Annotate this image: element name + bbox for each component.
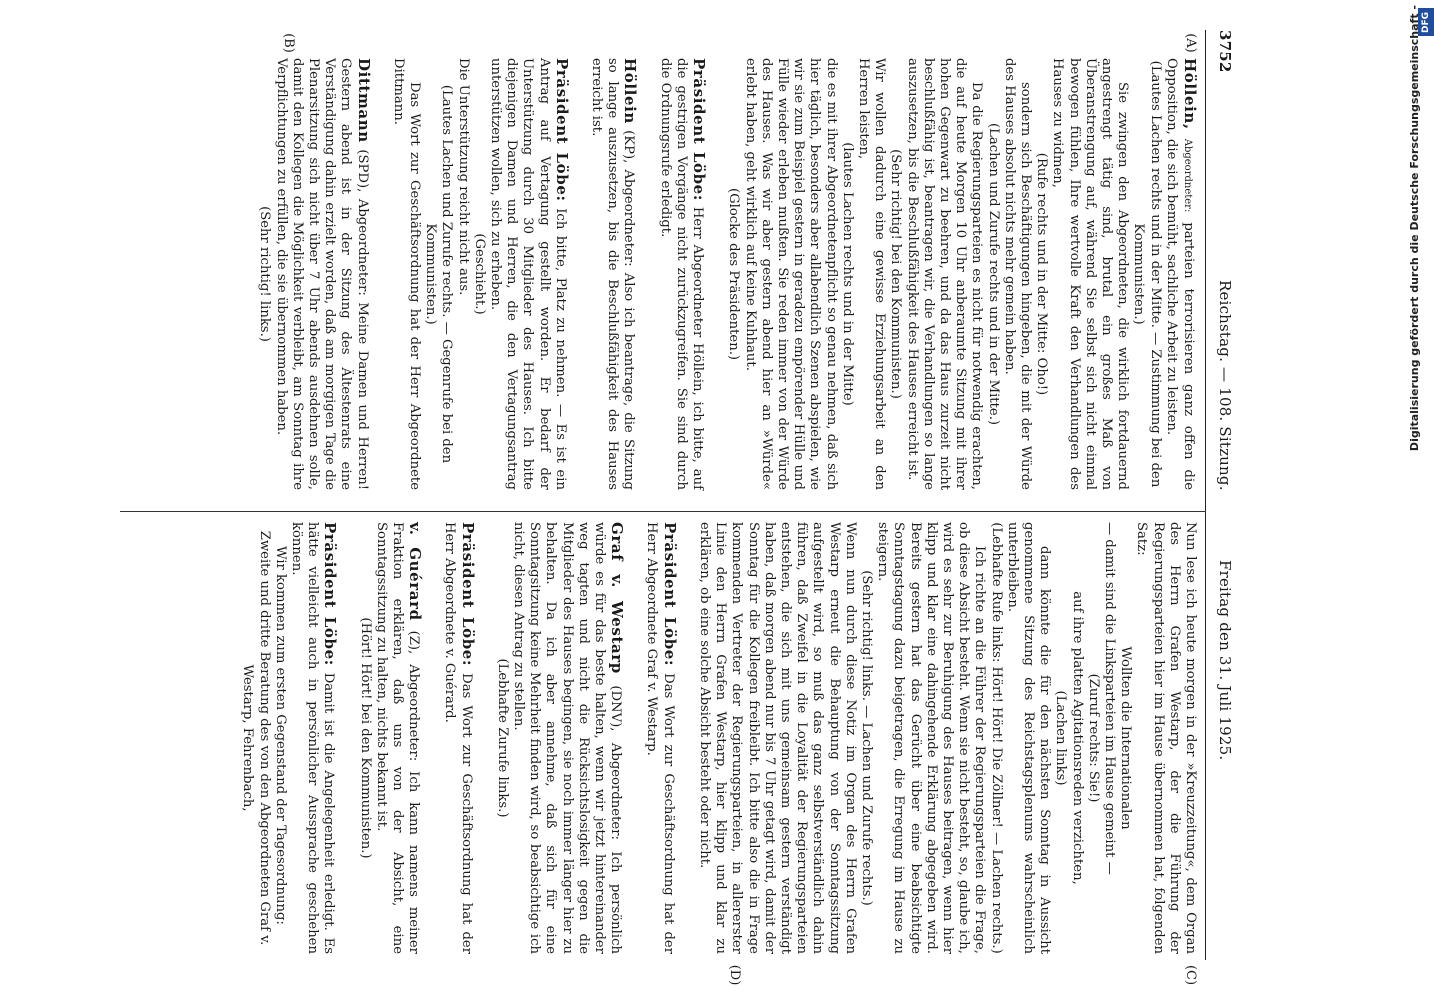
digitization-note: Digitalisierung gefördert durch die Deutsche Forschungsgemeinschaft - bbox=[1408, 5, 1421, 452]
text-paragraph bbox=[390, 58, 422, 490]
speaker-name: Höllein, bbox=[1181, 58, 1199, 130]
interjection bbox=[839, 58, 855, 490]
speaker-name: Dittmann bbox=[354, 58, 373, 143]
rotated-page bbox=[110, 0, 1330, 1000]
interjection bbox=[887, 58, 903, 490]
text-paragraph bbox=[1001, 58, 1033, 490]
dfg-logo: DFG bbox=[1418, 8, 1434, 36]
margin-marker-d: (D) bbox=[727, 964, 742, 986]
speech-paragraph bbox=[441, 522, 475, 954]
interjection bbox=[1033, 58, 1049, 490]
paragraph-text: dann könnte die für den nächsten Sonntag in Aussicht genommene Sitzung des Reichstagsplenums wahrscheinlich unterbleiben. bbox=[1004, 522, 1053, 954]
paragraph-text: (Glocke des Präsidenten.) bbox=[726, 187, 742, 361]
paragraph-text: (DNV), Abgeordneter: Ich persönlich würde es für das beste halten, wenn wir jetzt hintereinander weg tagten und nicht die Rücksichtslosigkeit gegen die Mitglieder des Hauses begingen, sie noch immer länger hier zu behalten. Da ich aber annehme, daß sich für eine Sonntagsitzung keine Mehrheit finden wird, so beabsichtige ich nicht, diesen Antrag zu stellen. bbox=[511, 522, 624, 954]
paragraph-text: Wollten die Internationalen bbox=[1118, 646, 1134, 830]
interjection bbox=[1085, 522, 1101, 954]
text-paragraph bbox=[855, 58, 887, 490]
text-paragraph bbox=[1049, 58, 1130, 490]
page-number: 3752 bbox=[1216, 30, 1234, 73]
column-divider bbox=[120, 511, 1206, 512]
interjection bbox=[356, 522, 372, 954]
speech-paragraph bbox=[288, 522, 339, 954]
paragraph-text: Die Unterstützung reicht nicht aus. bbox=[455, 58, 471, 296]
interjection bbox=[471, 58, 487, 490]
paragraph-text: (Geschieht.) bbox=[471, 233, 487, 315]
speech-paragraph bbox=[272, 58, 371, 490]
speaker-name: Präsident Löbe: bbox=[690, 58, 709, 201]
speaker-name: Präsident Löbe: bbox=[458, 522, 477, 667]
speech-paragraph bbox=[657, 58, 708, 490]
text-paragraph bbox=[1133, 522, 1198, 954]
interjection bbox=[1117, 522, 1133, 954]
interjection bbox=[1130, 58, 1162, 490]
text-paragraph bbox=[454, 58, 470, 490]
interjection bbox=[422, 58, 454, 490]
paragraph-text: (Zuruf rechts: Sie!) bbox=[1085, 673, 1101, 803]
text-paragraph bbox=[1004, 522, 1053, 954]
paragraph-text: (Hört! Hört! bei den Kommunisten.) bbox=[357, 617, 373, 859]
paragraph-text: Zweite und dritte Beratung des von den Abgeordneten Graf v. Westarp, Fehrenbach, bbox=[240, 530, 272, 946]
speaker-name: Präsident Löbe: bbox=[321, 522, 340, 666]
margin-marker-b: (B) bbox=[281, 33, 296, 53]
header-right-date: Freitag den 31. Juli 1925. bbox=[1216, 560, 1234, 761]
paragraph-text: (Sehr richtig! bei den Kommunisten.) bbox=[888, 149, 904, 399]
text-paragraph bbox=[272, 522, 288, 954]
paragraph-text: (lautes Lachen rechts und in der Mitte) bbox=[839, 142, 855, 406]
paragraph-text: Das Wort zur Geschäftsordnung hat der Herr Abgeordnete Graf v. Westarp. bbox=[644, 522, 676, 954]
interjection bbox=[987, 522, 1003, 954]
paragraph-text: Herr Abgeordneter Höllein, ich bitte, auf die gestrigen Vorgänge nicht zurückzugreifen. Sie sind durch die Ordnungsrufe erledigt. bbox=[657, 58, 706, 490]
interjection bbox=[858, 522, 874, 954]
text-paragraph bbox=[874, 522, 987, 954]
paragraph-text: (Z), Abgeordneter: Ich kann namens meiner Fraktion erklären, daß uns von der Absicht, eine Sonntagssitzung zu halten, nichts bekannt ist. bbox=[373, 522, 422, 954]
text-paragraph bbox=[1101, 522, 1117, 954]
paragraph-text: (Sehr richtig! links. — Lachen und Zurufe rechts.) bbox=[858, 570, 874, 906]
paragraph-text: (Lebhafte Rufe links: Hört! Hört! Die Zöllner! — Lachen rechts.) bbox=[988, 522, 1004, 954]
paragraph-text: (Lautes Lachen rechts und in der Mitte. — Zustimmung bei den Kommunisten.) bbox=[1131, 60, 1163, 488]
margin-marker-a: (A) bbox=[1183, 33, 1198, 53]
paragraph-text: Wenn nun durch diese Notiz im Organ des Herrn Grafen Westarp erneut die Behauptung von der Sonntagssitzung aufgestellt wird, so muß das ganz selbstverständlich dahin führen, daß Zweifel in die Loyalität der Regierungsparteien entstehen, die sich mit uns gemeinsam gestern verständigt haben, daß morgen abend nur bis 7 Uhr getagt wird, damit der Sonntag für die Kollegen freibleibt. Ich bitte also die in Frage kommenden Vertreter der Regierungsparteien, in allererster Linie den Herrn Grafen Westarp, hier klipp und klar zu erklären, ob eine solche Absicht besteht oder nicht. bbox=[696, 522, 858, 954]
speaker-name: Höllein bbox=[621, 58, 640, 124]
header-rule bbox=[1205, 30, 1206, 960]
paragraph-text: Nun lese ich heute morgen in der »Kreuzzeitung«, dem Organ des Herrn Grafen Westarp, der die Führung der Regierungsparteien hier im Hause übernommen hat, folgenden Satz: bbox=[1134, 522, 1198, 954]
paragraph-text: Sie zwingen den Abgeordneten, die wirklich fortdauernd angestrengt tätig sind, brutal ein großes Maß von Überanstrengung auf, während Sie selbst sich nicht einmal bewogen fühlen, Ihre wertvolle Kraft den Verhandlungen des Hauses zu widmen, bbox=[1050, 58, 1131, 490]
interjection bbox=[1068, 522, 1084, 954]
text-paragraph bbox=[903, 58, 984, 490]
paragraph-text: (KP), Abgeordneter: Also ich beantrage, die Sitzung so lange auszusetzen, bis die Beschlußfähigkeit des Hauses erreicht ist. bbox=[589, 58, 637, 490]
page-header bbox=[1212, 30, 1234, 960]
speech-paragraph bbox=[487, 58, 570, 490]
interjection bbox=[1052, 522, 1068, 954]
text-paragraph bbox=[741, 58, 838, 490]
paragraph-text: Wir kommen zum ersten Gegenstand der Tagesordnung: bbox=[272, 546, 288, 925]
paragraph-text: Ich richte an die Führer der Regierungsparteien die Frage, ob diese Absicht besteht. Wenn sie nicht besteht, so, glaube ich, wird es sehr zur Beruhigung des Hauses beitragen, wenn hier klipp und klar eine dahingehende Erklärung abgegeben wird. Bereits gestern hat das Gerücht über eine beabsichtigte Sonntagstagung dazu beigetragen, die Erregung im Hause zu steigern. bbox=[875, 522, 988, 954]
paragraph-text: (Lachen und Zurufe rechts und in der Mitte.) bbox=[985, 122, 1001, 426]
paragraph-text: sondern sich Beschäftigungen hingeben, die mit der Würde des Hauses absolut nichts mehr gemein haben. bbox=[1001, 58, 1033, 490]
speech-paragraph bbox=[510, 522, 625, 954]
speaker-name: Graf v. Westarp bbox=[608, 522, 627, 674]
speech-paragraph bbox=[373, 522, 424, 954]
speaker-name: Präsident Löbe: bbox=[552, 58, 571, 202]
speaker-name: Präsident Löbe: bbox=[660, 522, 679, 667]
paragraph-text: auf ihre platten Agitationsreden verzichten, bbox=[1069, 591, 1085, 885]
paragraph-text: Damit ist die Angelegenheit erledigt. Es hätte vielleicht auch in persönlicher Aussprache geschehen können. bbox=[289, 522, 337, 954]
paragraph-text: (Lachen links) bbox=[1053, 690, 1069, 786]
paragraph-text: — damit sind die Linksparteien im Hause gemeint — bbox=[1101, 522, 1117, 875]
left-column bbox=[256, 58, 1198, 490]
margin-marker-c: (C) bbox=[1183, 964, 1198, 986]
paragraph-text: (Lebhafte Zurufe links.) bbox=[494, 658, 510, 818]
paragraph-text: (Rufe rechts und in der Mitte: Oho!) bbox=[1034, 152, 1050, 396]
paragraph-text: Das Wort zur Geschäftsordnung hat der Herr Abgeordnete Dittmann. bbox=[390, 58, 423, 490]
paragraph-text: Da die Regierungsparteien es nicht für notwendig erachten, die auf heute Morgen 10 Uhr anberaumte Sitzung mit ihrer hohen Gegenwart zu beehren, und da das Haus zurzeit nicht beschlußfähig ist, beantragen wir, die Verhandlungen so lange auszusetzen, bis die Beschlußfähigkeit des Hauses erreicht ist. bbox=[904, 58, 985, 490]
paragraph-text: (SPD), Abgeordneter: Meine Damen und Herren! Gestern abend ist in der Sitzung des Ältestenrats eine Verständigung dahin erzielt worden, daß am morgigen Tage die Plenarsitzung sich nicht über 7 Uhr abends ausdehnen solle, damit den Kollegen die Möglichkeit verbleibt, am Sonntag ihre Verpflichtungen zu erfüllen, die sie übernommen haben. bbox=[273, 58, 370, 491]
paragraph-text: Wir wollen dadurch eine gewisse Erziehungsarbeit an den Herren leisten, bbox=[855, 58, 888, 490]
speech-paragraph bbox=[588, 58, 639, 490]
speech-paragraph bbox=[643, 522, 677, 954]
interjection bbox=[256, 58, 272, 490]
paragraph-text: Das Wort zur Geschäftsordnung hat der Herr Abgeordnete v. Guérard. bbox=[442, 522, 474, 954]
paragraph-text: parteien terrorisieren ganz offen die Opposition, die sich bemüht, sachliche Arbeit zu leisten. bbox=[1163, 58, 1196, 490]
paragraph-text: (Lautes Lachen und Zurufe rechts. — Gegenrufe bei den Kommunisten.) bbox=[423, 84, 455, 464]
paragraph-text: (Sehr richtig! links.) bbox=[257, 206, 273, 342]
interjection bbox=[725, 58, 741, 490]
paragraph-text: die es mit ihrer Abgeordnetenpflicht so genau nehmen, daß sich hier täglich, besonders aber allabendlich Szenen abspielen, wie wir sie zum Beispiel gestern in geradezu empörender Hülle und Fülle wieder erleben mußten. Sie reden immer von der Würde des Hauses. Was wir aber gestern abend hier an »Würde« erlebt haben, geht wirklich auf keine Kuhhaut. bbox=[742, 58, 839, 490]
paragraph-text: Ich bitte, Platz zu nehmen. — Es ist ein Antrag auf Vertagung gestellt worden. Er bedarf der Unterstützung durch 30 Mitglieder des Hauses. Ich bitte diejenigen Damen und Herren, die den Vertagungsantrag unterstützen wollen, sich zu erheben. bbox=[488, 58, 568, 490]
interjection bbox=[494, 522, 510, 954]
right-column bbox=[239, 522, 1198, 954]
speaker-name: v. Guérard bbox=[406, 522, 425, 621]
speaker-note: Abgeordneter: bbox=[1182, 129, 1193, 213]
interjection bbox=[239, 522, 271, 954]
interjection bbox=[984, 58, 1000, 490]
text-paragraph bbox=[696, 522, 858, 954]
speech-paragraph bbox=[1163, 58, 1198, 490]
header-left-title: Reichstag. — 108. Sitzung. bbox=[1216, 280, 1234, 491]
